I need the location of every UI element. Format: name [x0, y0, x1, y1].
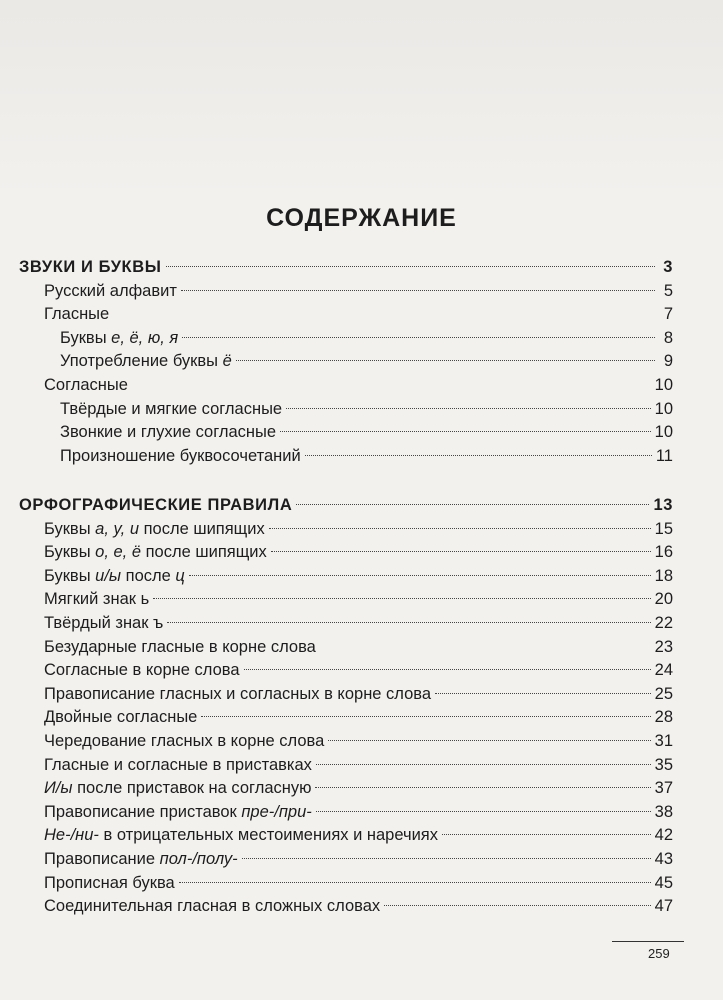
- toc-entry: [60, 352, 673, 376]
- toc-entry: [44, 590, 673, 614]
- toc-section-heading: [19, 496, 673, 520]
- toc-entry: [44, 376, 673, 400]
- toc-page-number: 24: [654, 661, 673, 680]
- leader-dots: [384, 905, 651, 906]
- toc-entry-label: Безударные гласные в корне слова: [44, 637, 316, 656]
- toc-entry: [44, 543, 673, 567]
- footer-rule: [612, 941, 684, 942]
- toc-entry-label: Буквы е, ё, ю, я: [60, 328, 179, 347]
- toc-entry-label: Гласные и согласные в приставках: [44, 755, 312, 774]
- toc-entry-label: Соединительная гласная в сложных словах: [44, 897, 381, 916]
- toc-entry: [44, 850, 673, 874]
- toc-entry: [44, 282, 673, 306]
- toc-page-number: 23: [654, 637, 673, 656]
- toc-entry-label: Прописная буква: [44, 873, 175, 892]
- leader-dots: [181, 290, 655, 291]
- toc-entry-label: Правописание пол-/полу-: [44, 850, 238, 868]
- leader-dots: [305, 455, 652, 456]
- toc-entry-label: Звонкие и глухие согласные: [60, 423, 277, 442]
- leader-dots: [236, 360, 655, 361]
- leader-dots: [442, 834, 651, 835]
- toc-page-number: 8: [663, 328, 673, 347]
- leader-dots: [166, 266, 656, 267]
- leader-dots: [179, 882, 651, 883]
- toc-entry-label: Произношение буквосочетаний: [60, 446, 301, 465]
- leader-dots: [316, 811, 651, 812]
- toc-entry: [44, 661, 673, 685]
- toc-entry: [44, 708, 673, 732]
- leader-dots: [315, 787, 650, 788]
- leader-dots: [316, 764, 651, 765]
- toc-entry: [44, 756, 673, 780]
- toc-entry: [60, 423, 673, 447]
- leader-dots: [269, 528, 651, 529]
- toc-entry-label: Правописание гласных и согласных в корне слова: [44, 684, 432, 703]
- leader-dots: [435, 693, 651, 694]
- toc-page-number: 10: [654, 376, 673, 394]
- toc-page-number: 16: [654, 543, 673, 562]
- toc-entry: [44, 614, 673, 638]
- toc-page-number: 28: [654, 708, 673, 727]
- toc-entry: [60, 329, 673, 353]
- toc-entry-label: И/ы после приставок на согласную: [44, 779, 312, 798]
- toc-page-number: 15: [654, 519, 673, 538]
- toc-page-number: 18: [654, 566, 673, 585]
- toc-entry-label: Согласные: [44, 376, 128, 394]
- toc-entry-label: Гласные: [44, 305, 110, 324]
- toc-entry-label: Правописание приставок пре-/при-: [44, 802, 312, 821]
- toc-entry-label: ОРФОГРАФИЧЕСКИЕ ПРАВИЛА: [19, 496, 293, 514]
- toc-page-number: 5: [663, 281, 673, 300]
- toc-entry-label: Употребление буквы ё: [60, 352, 232, 371]
- leader-dots: [201, 716, 650, 717]
- toc-page-number: 13: [653, 496, 673, 514]
- toc-page-number: 22: [654, 614, 673, 632]
- toc-page-number: 20: [654, 590, 673, 609]
- leader-dots: [242, 858, 651, 859]
- toc-entry: [44, 685, 673, 709]
- toc-page-number: 9: [663, 352, 673, 371]
- toc-entry-label: Согласные в корне слова: [44, 661, 240, 680]
- toc-page-number: 7: [663, 305, 673, 324]
- toc-page-number: 10: [654, 399, 673, 418]
- toc-entry: [44, 897, 673, 921]
- toc-page-number: 3: [663, 258, 673, 276]
- toc-entry-label: Двойные согласные: [44, 708, 198, 727]
- toc-entry: [60, 447, 673, 471]
- leader-dots: [153, 598, 650, 599]
- toc-entry: [44, 874, 673, 898]
- toc-entry-label: Твёрдый знак ъ: [44, 614, 164, 632]
- toc-page-number: 37: [654, 779, 673, 798]
- toc-page-number: 43: [654, 850, 673, 868]
- toc-entry: [44, 803, 673, 827]
- toc-entry: [44, 520, 673, 544]
- toc-page-number: 47: [654, 897, 673, 916]
- leader-dots: [328, 740, 650, 741]
- leader-dots: [167, 622, 650, 623]
- toc-page-number: 31: [654, 732, 673, 750]
- leader-dots: [182, 337, 655, 338]
- toc-entry-label: Твёрдые и мягкие согласные: [60, 399, 283, 418]
- toc-entry-label: Русский алфавит: [44, 281, 177, 300]
- page-title: СОДЕРЖАНИЕ: [266, 204, 457, 232]
- toc-entry: [44, 567, 673, 591]
- leader-dots: [280, 431, 651, 432]
- leader-dots: [296, 504, 649, 505]
- toc-entry-label: ЗВУКИ И БУКВЫ: [19, 258, 162, 276]
- toc-page-number: 38: [654, 802, 673, 821]
- show-through-background: [0, 0, 723, 200]
- toc-entry-label: Не-/ни- в отрицательных местоимениях и наречиях: [44, 826, 438, 845]
- toc-section-heading: [19, 258, 673, 282]
- toc-entry: [44, 305, 673, 329]
- toc-entry-label: Буквы и/ы после ц: [44, 566, 185, 585]
- toc-entry-label: Мягкий знак ь: [44, 590, 150, 609]
- toc-entry: [44, 779, 673, 803]
- toc-page-number: 42: [654, 826, 673, 845]
- toc-page-number: 45: [654, 873, 673, 892]
- toc-entry-label: Буквы о, е, ё после шипящих: [44, 543, 267, 562]
- toc-entry: [60, 400, 673, 424]
- leader-dots: [244, 669, 651, 670]
- page-number: 259: [648, 946, 670, 961]
- leader-dots: [271, 551, 651, 552]
- toc-page-number: 25: [654, 684, 673, 703]
- toc-entry: [44, 732, 673, 756]
- toc-entry-label: Чередование гласных в корне слова: [44, 732, 325, 750]
- toc-entry-label: Буквы а, у, и после шипящих: [44, 519, 265, 538]
- toc-page-number: 10: [654, 423, 673, 442]
- toc-entry: [44, 826, 673, 850]
- leader-dots: [189, 575, 651, 576]
- toc-page-number: 11: [655, 446, 673, 465]
- toc-page-number: 35: [654, 755, 673, 774]
- toc-entry: [44, 638, 673, 662]
- leader-dots: [286, 408, 651, 409]
